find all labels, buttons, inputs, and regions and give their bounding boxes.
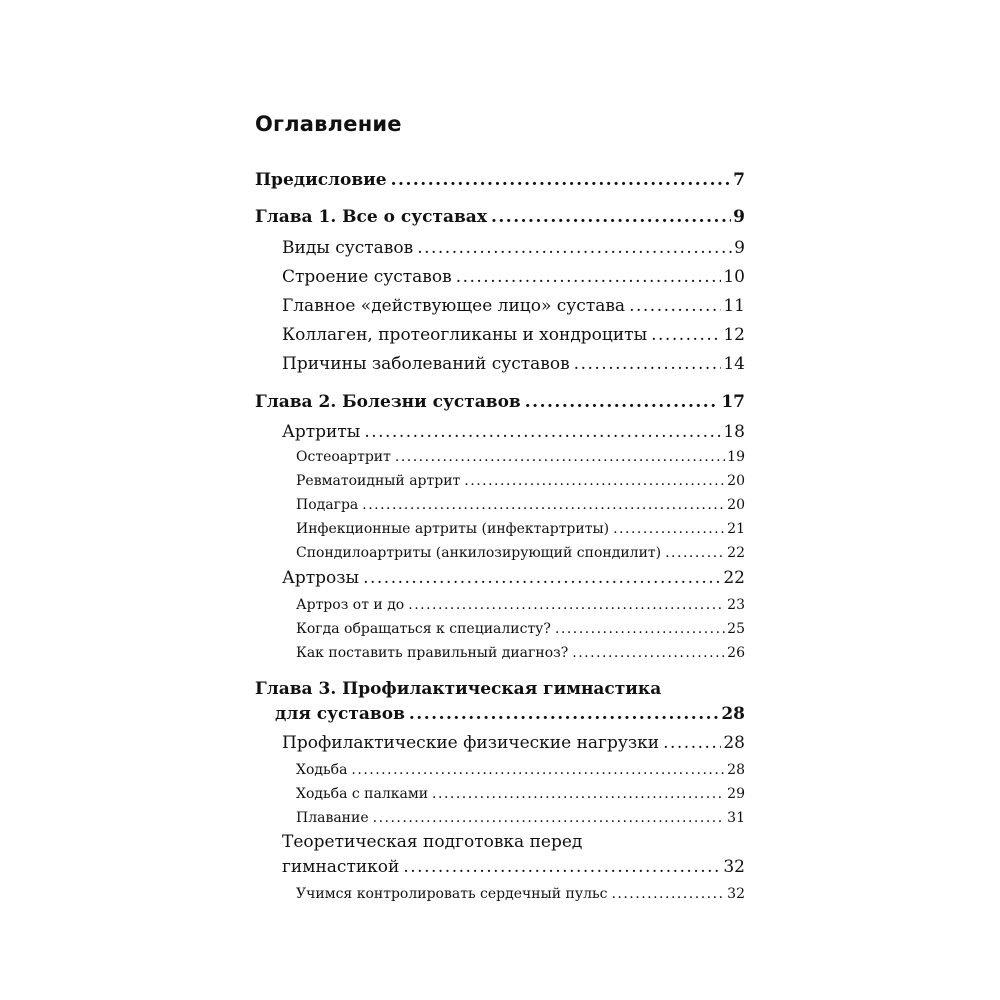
toc-entry-title: Артриты [282, 422, 361, 442]
toc-entry-title: Глава 3. Профилактическая гимнастика [255, 679, 662, 699]
toc-entry-title: Как поставить правильный диагноз? [296, 645, 569, 661]
toc-entry [275, 704, 745, 724]
toc-entry [282, 354, 745, 374]
toc-entry-page: 25 [727, 621, 745, 637]
toc-entry-title: Артроз от и до [296, 597, 405, 613]
toc-entry [255, 207, 745, 227]
toc-entry [255, 392, 745, 412]
toc-entry-title: Коллаген, протеогликаны и хондроциты [282, 325, 648, 345]
toc-entry-title: Ходьба с палками [296, 786, 429, 802]
toc-entry-title: Ревматоидный артрит [296, 473, 461, 489]
toc-entry-page: 7 [733, 170, 745, 190]
dot-leader [362, 497, 725, 513]
toc-entry-title: Плавание [296, 810, 369, 826]
dot-leader [574, 354, 722, 374]
toc-entry [255, 170, 745, 190]
toc-entry-title: Спондилоартриты (анкилозирующий спондилит) [296, 545, 662, 561]
dot-leader [555, 621, 725, 637]
toc-entry-page: 28 [721, 704, 745, 724]
toc-entry-page: 32 [727, 886, 745, 902]
dot-leader [432, 786, 725, 802]
toc-entry [282, 857, 745, 877]
toc-entry-title: Главное «действующее лицо» сустава [282, 296, 626, 316]
toc-entry-title: Теоретическая подготовка перед [282, 832, 583, 852]
toc-entry [282, 733, 745, 753]
toc-entry [296, 545, 745, 561]
dot-leader [665, 545, 725, 561]
toc-heading: Оглавление [255, 112, 402, 136]
toc-entry-page: 20 [727, 497, 745, 513]
dot-leader [491, 207, 731, 227]
toc-entry [296, 786, 745, 802]
toc-entry [282, 422, 745, 442]
dot-leader [363, 568, 721, 588]
toc-entry-page: 28 [723, 733, 745, 753]
toc-entry-title: для суставов [275, 704, 405, 724]
toc-entry-title: Когда обращаться к специалисту? [296, 621, 551, 637]
toc-entry [296, 621, 745, 637]
toc-entry [296, 521, 745, 537]
dot-leader [651, 325, 721, 345]
toc-entry-title: гимнастикой [282, 857, 400, 877]
toc-entry-page: 19 [727, 449, 745, 465]
dot-leader [351, 762, 725, 778]
toc-entry-title: Артрозы [282, 568, 360, 588]
toc-entry [296, 497, 745, 513]
toc-entry-page: 32 [723, 857, 745, 877]
toc-entry-page: 29 [727, 786, 745, 802]
toc-entry-page: 26 [727, 645, 745, 661]
toc-entry [282, 238, 745, 258]
toc-entry-page: 14 [723, 354, 745, 374]
toc-entry-title: Глава 1. Все о суставах [255, 207, 487, 227]
toc-entry-page: 20 [727, 473, 745, 489]
dot-leader [417, 238, 732, 258]
toc-entry-title: Предисловие [255, 170, 387, 190]
toc-entry-title: Причины заболеваний суставов [282, 354, 570, 374]
toc-entry [296, 449, 745, 465]
toc-entry [282, 568, 745, 588]
dot-leader [572, 645, 725, 661]
toc-entry-title: Учимся контролировать сердечный пульс [296, 886, 608, 902]
dot-leader [456, 267, 722, 287]
toc-entry [282, 832, 745, 852]
dot-leader [391, 170, 732, 190]
toc-entry-page: 9 [734, 238, 745, 258]
toc-entry-title: Инфекционные артриты (инфектартриты) [296, 521, 610, 537]
toc-entry-page: 11 [723, 296, 745, 316]
toc-entry-page: 18 [723, 422, 745, 442]
toc-entry [296, 886, 745, 902]
toc-entry-title: Профилактические физические нагрузки [282, 733, 660, 753]
toc-entry-title: Ходьба [296, 762, 348, 778]
dot-leader [663, 733, 721, 753]
dot-leader [611, 886, 725, 902]
dot-leader [373, 810, 726, 826]
toc-entry-page: 31 [727, 810, 745, 826]
dot-leader [403, 857, 721, 877]
toc-entry [282, 296, 745, 316]
toc-entry-page: 10 [723, 267, 745, 287]
toc-entry-page: 21 [727, 521, 745, 537]
toc-entry-title: Виды суставов [282, 238, 414, 258]
toc-entry-page: 22 [727, 545, 745, 561]
toc-entry [296, 645, 745, 661]
dot-leader [408, 597, 725, 613]
toc-entry [296, 597, 745, 613]
dot-leader [464, 473, 725, 489]
toc-entry-title: Подагра [296, 497, 359, 513]
toc-entry-page: 12 [723, 325, 745, 345]
dot-leader [525, 392, 720, 412]
toc-entry-page: 23 [727, 597, 745, 613]
dot-leader [395, 449, 725, 465]
toc-entry [296, 810, 745, 826]
dot-leader [364, 422, 721, 442]
toc-entry [255, 679, 745, 699]
toc-entry [296, 473, 745, 489]
toc-entry-page: 17 [721, 392, 745, 412]
toc-entry [296, 762, 745, 778]
toc-entry-page: 9 [733, 207, 745, 227]
toc-entry-page: 22 [723, 568, 745, 588]
toc-entry [282, 325, 745, 345]
toc-entry-title: Глава 2. Болезни суставов [255, 392, 521, 412]
dot-leader [409, 704, 719, 724]
toc-entry-title: Остеоартрит [296, 449, 391, 465]
toc-entry-title: Строение суставов [282, 267, 452, 287]
toc-entry [282, 267, 745, 287]
dot-leader [613, 521, 725, 537]
dot-leader [629, 296, 721, 316]
toc-entry-page: 28 [727, 762, 745, 778]
